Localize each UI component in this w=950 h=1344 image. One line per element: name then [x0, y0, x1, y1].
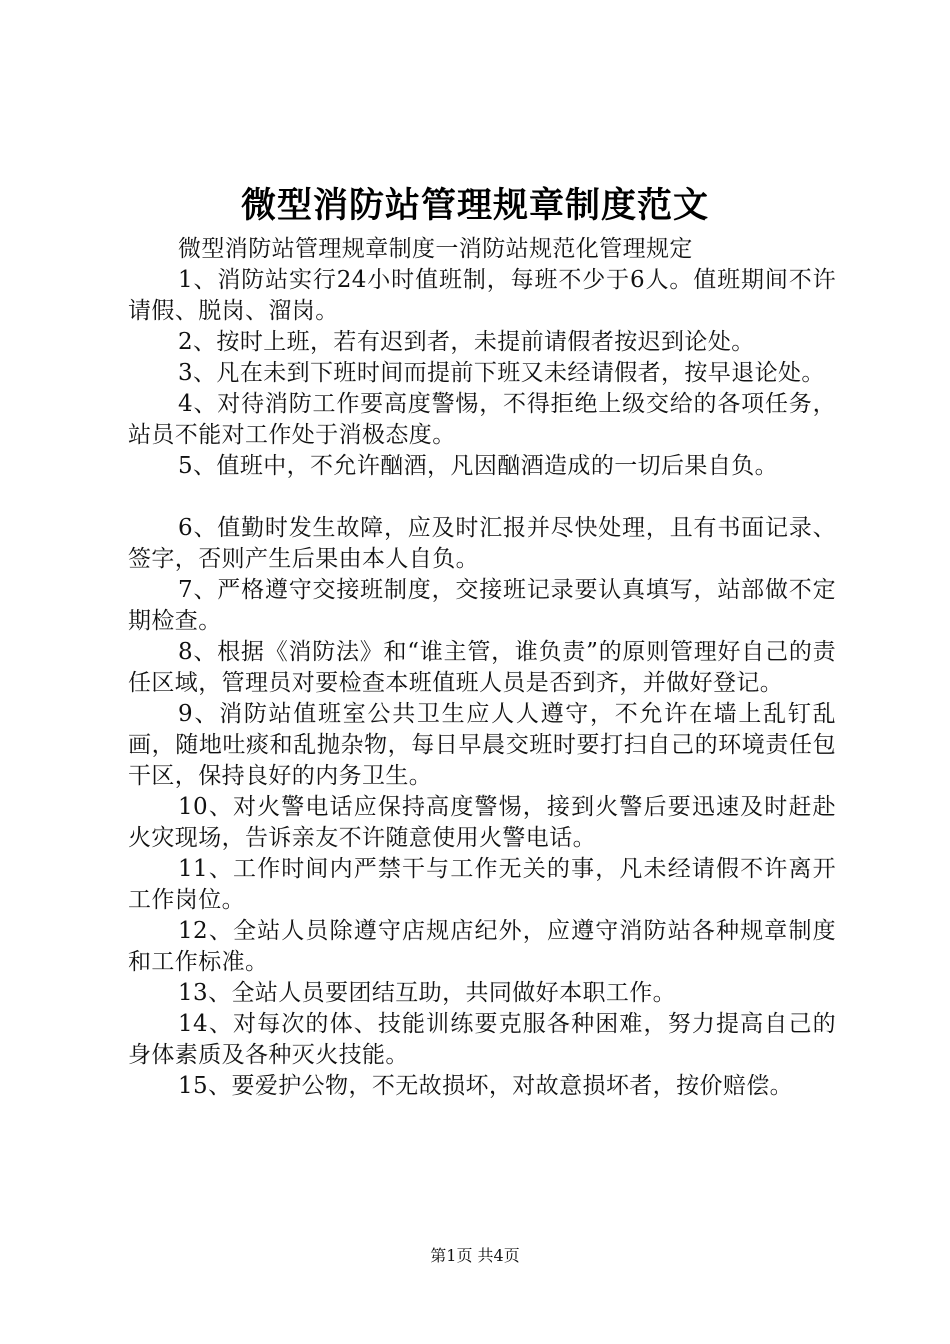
rule-paragraph: 14、对每次的体、技能训练要克服各种困难，努力提高自己的身体素质及各种灭火技能。: [128, 1011, 836, 1068]
page-number-footer: 第1页 共4页: [430, 1246, 520, 1265]
rule-paragraph: 13、全站人员要团结互助，共同做好本职工作。: [178, 980, 677, 1006]
rule-paragraph: 9、消防站值班室公共卫生应人人遵守，不允许在墙上乱钉乱画，随地吐痰和乱抛杂物，每日早晨交班时要打扫自己的环境责任包干区，保持良好的内务卫生。: [128, 701, 836, 789]
rule-paragraph: 6、值勤时发生故障，应及时汇报并尽快处理，且有书面记录、签字，否则产生后果由本人自负。: [128, 515, 836, 572]
rule-paragraph: 8、根据《消防法》和“谁主管，谁负责”的原则管理好自己的责任区域，管理员对要检查本班值班人员是否到齐，并做好登记。: [128, 639, 836, 696]
rule-paragraph: 15、要爱护公物，不无故损坏，对故意损坏者，按价赔偿。: [178, 1073, 794, 1099]
rule-paragraph: 3、凡在未到下班时间而提前下班又未经请假者，按早退论处。: [178, 360, 825, 386]
document-title: 微型消防站管理规章制度范文: [240, 185, 709, 226]
rule-paragraph: 1、消防站实行24小时值班制，每班不少于6人。值班期间不许请假、脱岗、溜岗。: [128, 267, 836, 324]
rule-paragraph: 12、全站人员除遵守店规店纪外，应遵守消防站各种规章制度和工作标准。: [128, 918, 836, 975]
rule-paragraph: 2、按时上班，若有迟到者，未提前请假者按迟到论处。: [178, 329, 755, 355]
rule-paragraph: 4、对待消防工作要高度警惕，不得拒绝上级交给的各项任务，站员不能对工作处于消极态度。: [128, 391, 836, 448]
rule-paragraph: 11、工作时间内严禁干与工作无关的事，凡未经请假不许离开工作岗位。: [128, 856, 836, 913]
rule-paragraph: 5、值班中，不允许酗酒，凡因酗酒造成的一切后果自负。: [178, 453, 779, 479]
rule-paragraph: 10、对火警电话应保持高度警惕，接到火警后要迅速及时赶赴火灾现场，告诉亲友不许随意使用火警电话。: [128, 794, 836, 851]
document-body: [128, 234, 836, 1102]
document-subtitle: 微型消防站管理规章制度一消防站规范化管理规定: [178, 236, 693, 262]
rule-paragraph: 7、严格遵守交接班制度，交接班记录要认真填写，站部做不定期检查。: [128, 577, 836, 634]
